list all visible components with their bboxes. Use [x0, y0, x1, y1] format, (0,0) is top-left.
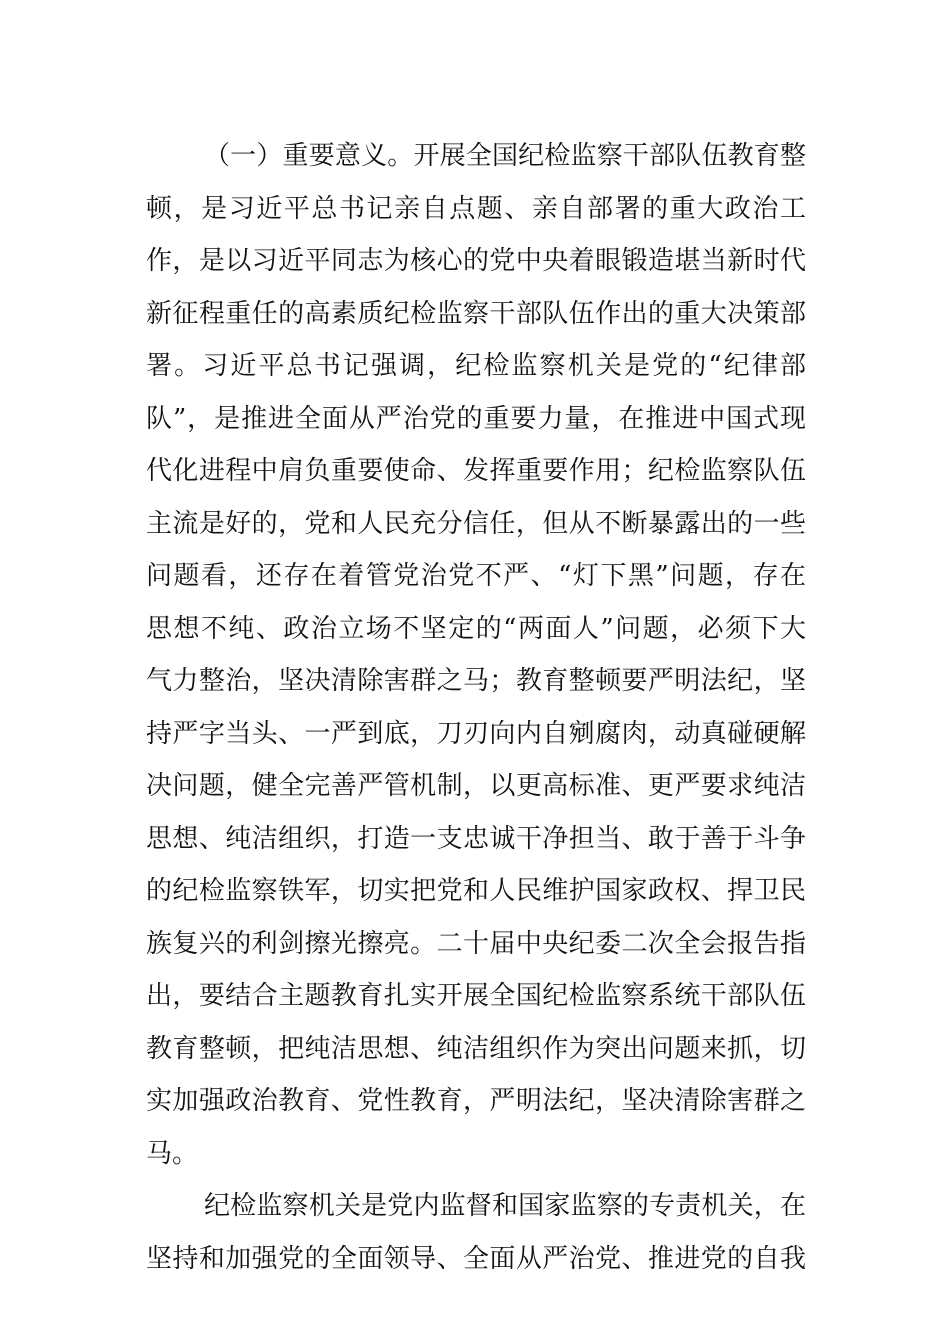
text-line: 署。习近平总书记强调，纪检监察机关是党的“纪律部 — [146, 351, 806, 381]
text-line: （一）重要意义。开展全国纪检监察干部队伍教育整 — [204, 141, 806, 171]
text-line: 作，是以习近平同志为核心的党中央着眼锻造堪当新时代 — [146, 246, 806, 276]
text-line: 教育整顿，把纯洁思想、纯洁组织作为突出问题来抓，切 — [146, 1033, 806, 1064]
text-line: 坚持和加强党的全面领导、全面从严治党、推进党的自我 — [146, 1243, 806, 1274]
text-line: 气力整治，坚决清除害群之马；教育整顿要严明法纪，坚 — [146, 666, 806, 696]
text-line: 思想、纯洁组织，打造一支忠诚干净担当、敢于善于斗争 — [146, 823, 806, 854]
text-line: 族复兴的利剑擦光擦亮。二十届中央纪委二次全会报告指 — [146, 928, 806, 959]
document-body — [146, 130, 806, 1285]
text-line: 实加强政治教育、党性教育，严明法纪，坚决清除害群之 — [146, 1086, 806, 1116]
text-line: 队”，是推进全面从严治党的重要力量，在推进中国式现 — [146, 403, 806, 434]
text-line: 新征程重任的高素质纪检监察干部队伍作出的重大决策部 — [146, 298, 806, 329]
text-line: 出，要结合主题教育扎实开展全国纪检监察系统干部队伍 — [146, 981, 806, 1011]
text-line: 主流是好的，党和人民充分信任，但从不断暴露出的一些 — [146, 508, 806, 539]
text-line: 持严字当头、一严到底，刀刃向内自剜腐肉，动真碰硬解 — [146, 718, 806, 749]
text-line: 决问题，健全完善严管机制，以更高标准、更严要求纯洁 — [146, 771, 806, 801]
text-line: 马。 — [146, 1138, 199, 1169]
text-line: 问题看，还存在着管党治党不严、“灯下黑”问题，存在 — [146, 561, 806, 591]
paragraph-1 — [146, 130, 806, 1180]
text-line: 代化进程中肩负重要使命、发挥重要作用；纪检监察队伍 — [146, 456, 806, 486]
text-line: 思想不纯、政治立场不坚定的“两面人”问题，必须下大 — [146, 613, 806, 644]
text-line: 的纪检监察铁军，切实把党和人民维护国家政权、捍卫民 — [146, 876, 806, 906]
text-line: 顿，是习近平总书记亲自点题、亲自部署的重大政治工 — [146, 193, 806, 224]
paragraph-2 — [146, 1180, 806, 1285]
text-line: 纪检监察机关是党内监督和国家监察的专责机关，在 — [204, 1191, 806, 1221]
